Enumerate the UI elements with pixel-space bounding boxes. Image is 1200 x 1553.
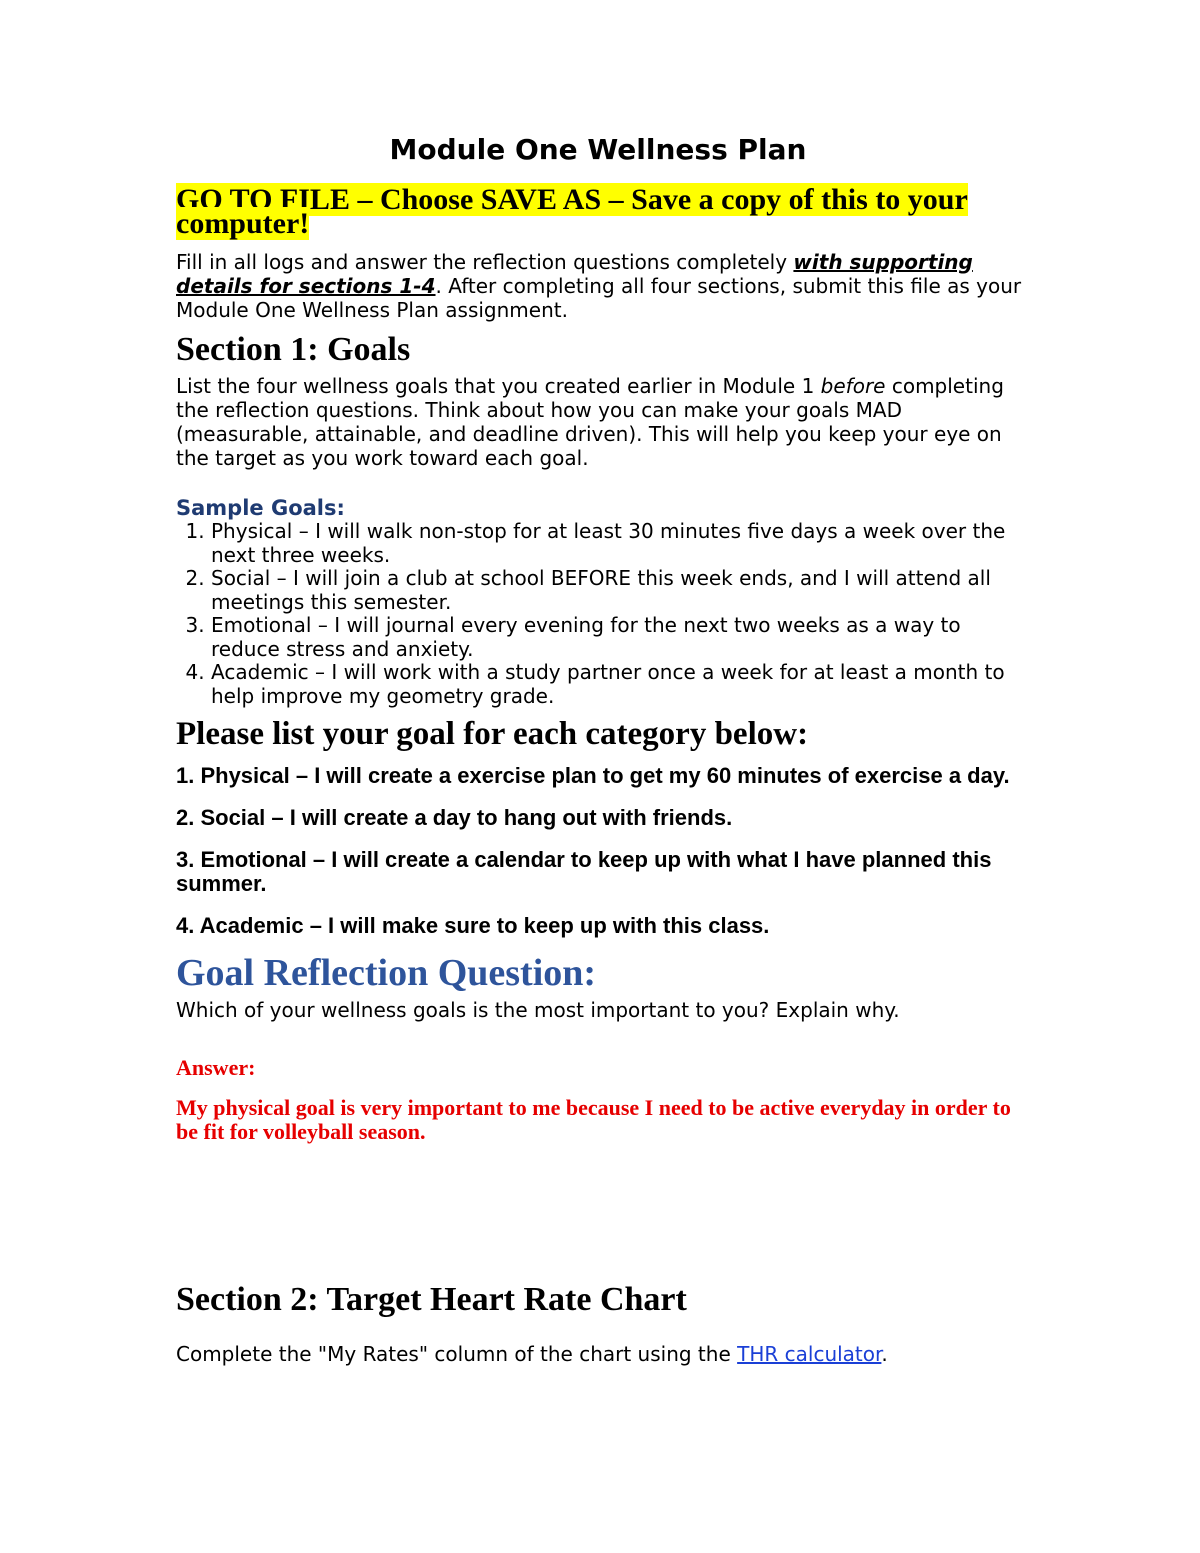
intro-emphasis: with supporting details for sections 1-4	[176, 250, 973, 298]
reflection-heading: Goal Reflection Question:	[176, 952, 597, 994]
section1-instructions-end: completing the reflection questions. Think about how you can make your goals MAD (measurable, attainable, and deadline driven). This will help you keep your eye on the target as you work toward each goal.	[176, 374, 1004, 470]
sample-goal-item: 4. Academic – I will work with a study partner once a week for at least a month to help improve my geometry grade.	[211, 661, 1026, 708]
section1-heading: Section 1: Goals	[176, 331, 411, 368]
intro-paragraph	[176, 250, 1026, 322]
sample-goals-heading: Sample Goals:	[176, 496, 345, 520]
thr-calculator-link[interactable]: THR calculator	[737, 1342, 882, 1366]
sample-goal-item: 1. Physical – I will walk non-stop for at least 30 minutes five days a week over the next three weeks.	[211, 520, 1026, 567]
section2-text-end: .	[881, 1342, 888, 1366]
sample-goal-item: 3. Emotional – I will journal every evening for the next two weeks as a way to reduce stress and anxiety.	[211, 614, 1026, 661]
my-goal-physical: 1. Physical – I will create a exercise plan to get my 60 minutes of exercise a day.	[176, 763, 1010, 788]
document-content	[176, 128, 1026, 1144]
my-goal-emotional: 3. Emotional – I will create a calendar to keep up with what I have planned this summer.	[176, 847, 992, 896]
my-goal-social: 2. Social – I will create a day to hang out with friends.	[176, 805, 733, 830]
goal-prompt-heading: Please list your goal for each category below:	[176, 716, 809, 752]
section2-instructions	[176, 1342, 1026, 1366]
section2-text-start: Complete the "My Rates" column of the chart using the	[176, 1342, 738, 1366]
my-goal-academic: 4. Academic – I will make sure to keep up with this class.	[176, 913, 770, 938]
section2-block	[176, 1280, 1026, 1366]
section2-heading: Section 2: Target Heart Rate Chart	[176, 1281, 687, 1318]
section1-instructions-italic: before	[820, 374, 886, 398]
save-instruction-highlight: GO TO FILE – Choose SAVE AS – Save a copy of this to your computer!	[176, 183, 968, 240]
answer-text: My physical goal is very important to me because I need to be active everyday in order to be fit for volleyball season.	[176, 1095, 1011, 1144]
intro-text-end: . After completing all four sections, submit this file as your Module One Wellness Plan assignment.	[176, 274, 1022, 322]
section1-instructions-start: List the four wellness goals that you created earlier in Module 1	[176, 374, 821, 398]
save-instruction	[176, 183, 1026, 240]
reflection-question: Which of your wellness goals is the most important to you? Explain why.	[176, 998, 900, 1022]
sample-goals-list	[176, 520, 1026, 708]
intro-text-start: Fill in all logs and answer the reflection questions completely	[176, 250, 794, 274]
section1-instructions	[176, 374, 1026, 470]
document-title: Module One Wellness Plan	[389, 133, 807, 166]
sample-goal-item: 2. Social – I will join a club at school BEFORE this week ends, and I will attend all meetings this semester.	[211, 567, 1026, 614]
answer-label: Answer:	[176, 1055, 256, 1080]
